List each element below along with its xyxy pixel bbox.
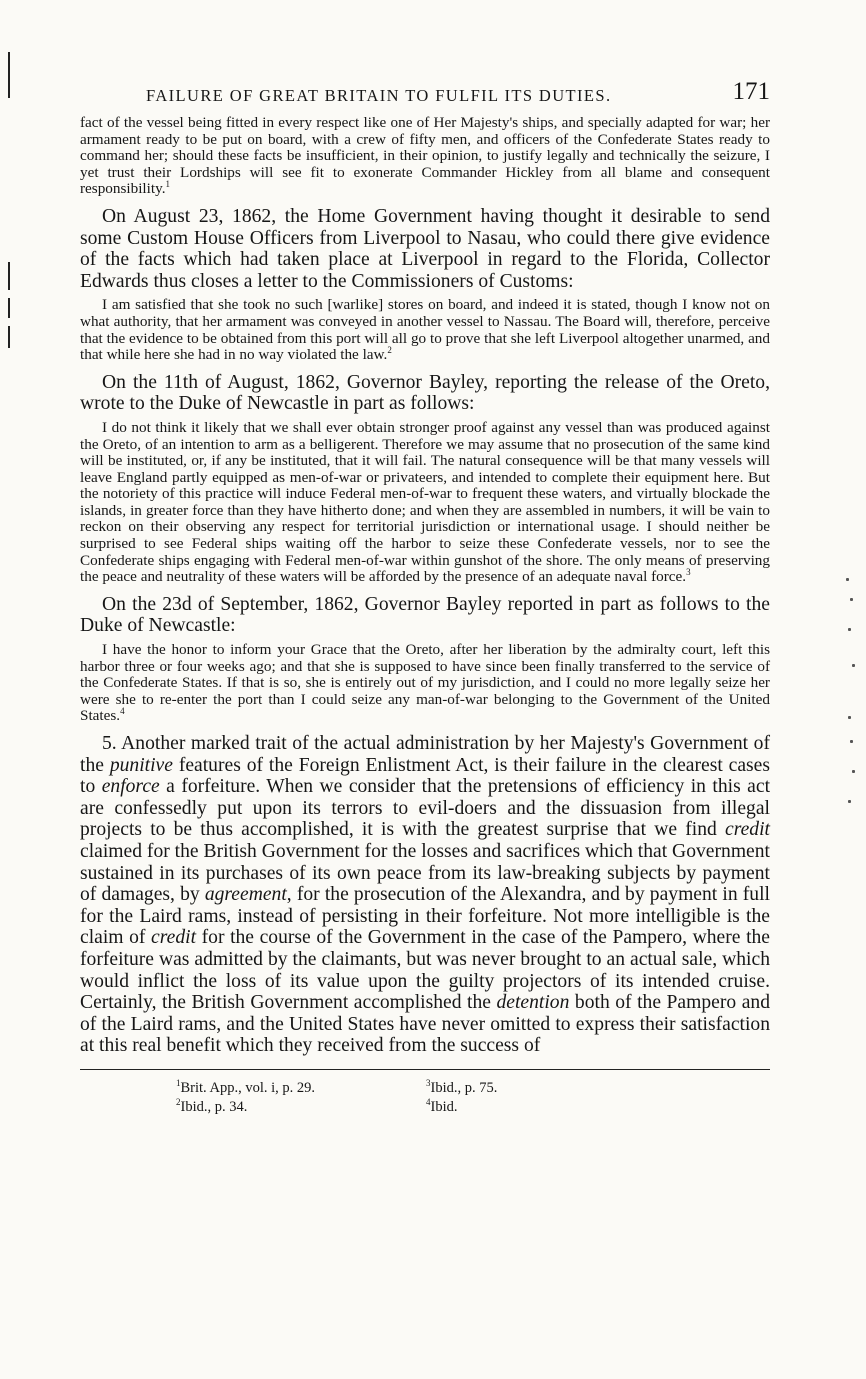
footnote-ref-4[interactable]: 4	[120, 706, 125, 717]
body-paragraph-1: On August 23, 1862, the Home Government having thought it desirable to send some Custom House Officers from Liverpool to Nasau, who could there give evidence of the facts which had taken place at Liverpool in regard to the Florida, Collector Edwards thus closes a letter to the Commissioners of Customs:	[80, 205, 770, 292]
footnote-ref-1[interactable]: 1	[165, 179, 170, 190]
page-content	[80, 78, 770, 1118]
footnote-divider	[80, 1069, 770, 1070]
footnote-2: $^2$Ibid., p. 34.	[176, 1096, 248, 1115]
quote-paragraph-1: fact of the vessel being fitted in every respect like one of Her Majesty's ships, and specially adapted for war; her armament ready to be put on board, with a crew of fifty men, and officers of the Confederate States ready to command her; should these facts be insufficient, in their opinion, to justify legally and technically the seizure, I yet trust their Lordships will see fit to exonerate Commander Hickley from all blame and consequent responsibility.$^1$	[80, 114, 770, 198]
running-header	[80, 78, 770, 110]
footnote-3: $^3$Ibid., p. 75.	[426, 1077, 498, 1096]
page-number: 171	[732, 78, 770, 105]
body-paragraph-2: On the 11th of August, 1862, Governor Bayley, reporting the release of the Oreto, wrote to the Duke of Newcastle in part as follows:	[80, 371, 770, 415]
body-paragraph-4: 5. Another marked trait of the actual administration by her Majesty's Government of the punitive features of the Foreign Enlistment Act, is their failure in the clearest cases to enforce a forfeiture. When we consider that the pretensions of efficiency in this act are confessedly put upon its terrors to evil-doers and the dissuasion from illegal projects to be thus accomplished, it is with the greatest surprise that we find credit claimed for the British Government for the losses and sacrifices which that Government sustained in its purchases of its own peace from its law-breaking subjects by payment of damages, by agreement, for the prosecution of the Alexandra, and by payment in full for the Laird rams, instead of persisting in their forfeiture. Not more intelligible is the claim of credit for the course of the Government in the case of the Pampero, where the forfeiture was admitted by the claimants, but was never brought to an actual sale, which would inflict the loss of its value upon the guilty projectors of its intended cruise. Certainly, the British Government accomplished the detention both of the Pampero and of the Laird rams, and the United States have never omitted to express their satisfaction at this real benefit which they received from the success of	[80, 733, 771, 1057]
footnote-1: $^1$Brit. App., vol. i, p. 29.	[176, 1077, 316, 1096]
quote-paragraph-3: I do not think it likely that we shall ever obtain stronger proof against any vessel than was produced against the Oreto, of an intention to arm as a belligerent. Therefore we may assume that no prosecution of the same kind will be instituted, or, if any be instituted, that it will fail. The natural consequence will be that many vessels will leave England partly equipped as men-of-war or privateers, and intended to complete their equipment here. But the notoriety of this practice will induce Federal men-of-war to frequent these waters, and virtually blockade the islands, in greater force than they have hitherto done; and when they are assembled in numbers, it will be vain to reckon on their observing any respect for territorial jurisdiction or international usage. I should neither be surprised to see Federal ships waiting off the harbor to seize these Confederate vessels, nor to see the Confederate ships engaging with Federal men-of-war within gunshot of the shore. The only means of preserving the peace and neutrality of these waters will be afforded by the presence of an adequate naval force.$^3$	[80, 418, 770, 586]
footnote-ref-2[interactable]: 2	[387, 345, 392, 356]
quote-paragraph-4: I have the honor to inform your Grace that the Oreto, after her liberation by the admiralty court, left this harbor three or four weeks ago; and that she is supposed to have since been finally transferred to the service of the Confederate States. If that is so, she is entirely out of my jurisdiction, and I could no more legally seize her were she to re-enter the port than I could seize any man-of-war belonging to the Government of the United States.$^4$	[80, 641, 770, 725]
footnotes	[80, 1078, 770, 1118]
quote-paragraph-2: I am satisfied that she took no such [warlike] stores on board, and indeed it is stated, though I know not on what authority, that her armament was conveyed in another vessel to Nassau. The Board will, therefore, perceive that the evidence to be obtained from this port will all go to prove that she left Liverpool altogether unarmed, and that while here she had in no way violated the law.$^2$	[80, 296, 770, 364]
footnote-ref-3[interactable]: 3	[686, 567, 691, 578]
body-paragraph-3: On the 23d of September, 1862, Governor Bayley reported in part as follows to the Duke of Newcastle:	[80, 593, 770, 637]
footnote-4: $^4$Ibid.	[426, 1096, 458, 1115]
running-title: FAILURE OF GREAT BRITAIN TO FULFIL ITS DUTIES.	[146, 86, 612, 105]
